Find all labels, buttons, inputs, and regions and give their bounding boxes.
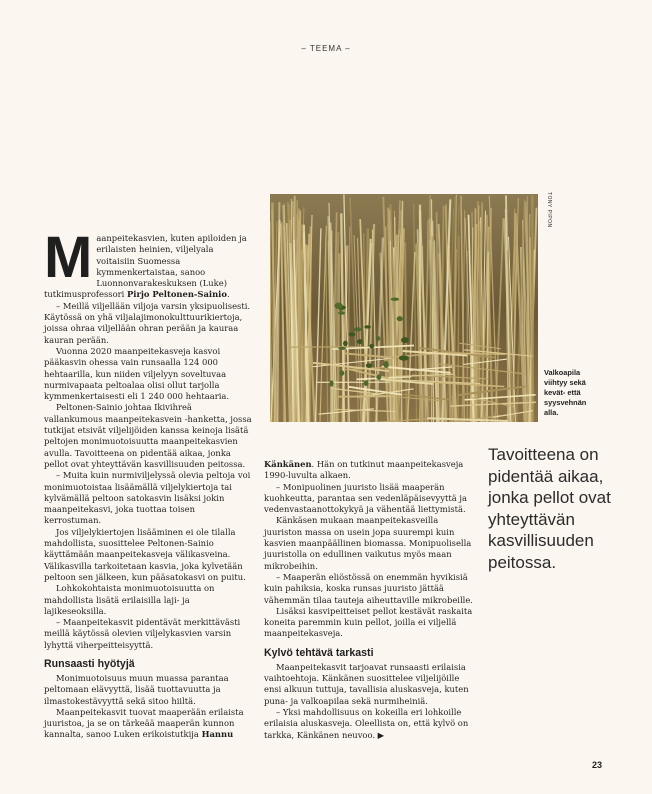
left-paragraph: Lohkokohtaista monimuotoisuutta on mahdollista lisätä erilaisilla laji- ja lajikeseoksilla. (44, 583, 215, 616)
photo-caption: Valkoapila viihtyy sekä kevät- että syysvehnän alla. (544, 368, 587, 417)
intro-paragraph: aanpeitekasvien, kuten apiloiden ja erilaisten heinien, viljelyala voitaisiin Suomessa kymmenkertaistaa, sanoo Luonnonvarakeskuksen (Luke) tutkimusprofessori Pirjo Peltonen-Sainio. (44, 233, 247, 300)
section2-paragraph: Maanpeitekasvit tarjoavat runsaasti erilaisia vaihtoehtoja. Känkänen suosittelee viljelijöille ensi alkuun tuttuja, tavallisia aluskasveja, kuten puna- ja valkoapilaa sekä nurmiheiniä. (264, 661, 469, 706)
clover-leaf-texture (366, 363, 373, 368)
clover-leaf-texture (338, 311, 345, 315)
clover-leaf-texture (364, 325, 371, 328)
left-paragraph: Jos viljelykiertojen lisääminen ei ole tilalla mahdollista, suosittelee Peltonen-Sainio käyttämään maanpeitekasveja välikasveina. Välikasvilla tarkoitetaan kasvia, joka kylvetään peltoon sen jälkeen, kun pääsatokasvi on puitu. (44, 526, 246, 582)
clover-leaf-texture (335, 303, 343, 309)
clover-leaf-texture (364, 380, 369, 386)
article-column-middle (264, 459, 474, 741)
h1-last-paragraph: Maanpeitekasvit tuovat maaperään erilaista juuristoa, ja se on tärkeää maaperän kunnon kannalta, sanoo Luken erikoistutkija Hannu (44, 706, 244, 740)
clover-leaf-texture (397, 316, 403, 321)
article-column-left (44, 225, 252, 741)
section2-paragraphs (264, 662, 474, 741)
heading-kylvo-tehtava-tarkasti: Kylvö tehtävä tarkasti (264, 646, 374, 659)
pull-quote: Tavoitteena on pidentää aikaa, jonka pellot ovat yhteyttävän kasvillisuuden peitossa. (488, 445, 611, 572)
heading-runsaasti-hyotyja: Runsaasti hyötyjä (44, 657, 135, 670)
stalk-texture (532, 195, 533, 422)
clover-leaf-texture (338, 347, 346, 350)
mid-first-paragraph: Känkänen. Hän on tutkinut maanpeitekasveja 1990-luvulta alkaen. (264, 459, 464, 481)
stalk-texture (487, 252, 488, 422)
drop-cap: M (44, 225, 93, 290)
section1-paragraph: Monimuotoisuus muun muassa parantaa peltomaan elävyyttä, lisää tuottavuutta ja ilmastokestävyyttä sekä sitoo hiiltä. (44, 672, 229, 706)
clover-leaf-texture (391, 298, 399, 301)
field-photo (270, 194, 538, 422)
left-paragraph: – Meillä viljellään viljoja varsin yksipuolisesti. Käytössä on yhä viljalajimonokulttuurikiertoja, joissa ohraa viljellään ohran perään ja kauraa kauran perään. (44, 300, 251, 345)
left-paragraph: – Muita kuin nurmiviljelyssä olevia peltoja voi monimuotoistaa lisäämällä viljelykiertoja tai kylvämällä peltoon satokasvin lisäksi jokin maanpeitekasvi, joka tuottaa toisen kerrostuman. (44, 470, 251, 526)
clover-leaf-texture (399, 355, 409, 360)
clover-leaf-texture (343, 341, 348, 347)
clover-leaf-texture (357, 339, 363, 344)
section1-paragraphs (44, 673, 252, 707)
clover-leaf-texture (340, 370, 345, 375)
stubble-field-image (270, 194, 538, 422)
fallen-straw-texture (338, 396, 396, 397)
middle-paragraph: Känkäsen mukaan maanpeitekasveilla juuriston massa on usein jopa suurempi kuin kasvien maanpäällinen biomassa. Monipuolisella juuristolla on edullinen vaikutus myös maan mikrobeihin. (264, 515, 472, 571)
middle-paragraphs (264, 482, 474, 640)
section-label: – TEEMA – (301, 44, 351, 53)
clover-leaf-texture (369, 344, 374, 349)
left-paragraph: Vuonna 2020 maanpeitekasveja kasvoi pääkasvin ohessa vain runsaalla 124 000 hehtaarilla, kun niiden viljelyyn soveltuvaa nurmivapaata peltoalaa olisi ollut tarjolla kymmenkertaisesti eli 1 240 000 hehtaaria. (44, 345, 230, 402)
left-paragraphs (44, 301, 252, 651)
photo-credit: TONY PIPON (546, 192, 552, 228)
middle-paragraph: – Monipuolinen juuristo lisää maaperän kuohkeutta, parantaa sen vedenläpäisevyyttä ja vedenvastaanottokykyä ja vähentää liettymistä. (264, 481, 467, 515)
middle-paragraph: Lisäksi kasvipeitteiset pellot kestävät raskaita koneita paremmin kuin pellot, joilla ei viljellä maanpeitekasveja. (264, 605, 473, 639)
page-number: 23 (592, 760, 603, 770)
clover-leaf-texture (376, 336, 381, 341)
clover-leaf-texture (376, 374, 381, 379)
clover-leaf-texture (384, 361, 389, 368)
middle-paragraph: – Maaperän eliöstössä on enemmän hyvikisiä kuin pahiksia, koska runsas juuristo jättää vähemmän tilaa tauteja aiheuttaville mikrobeille. (264, 571, 473, 605)
section2-paragraph: – Yksi mahdollisuus on kokeilla eri lohkoille erilaisia aluskasveja. Oleellista on, että kylvö on tarkka, Känkänen neuvoo. ▶ (264, 706, 469, 740)
clover-leaf-texture (401, 337, 409, 343)
clover-leaf-texture (329, 380, 333, 386)
left-paragraph: Peltonen-Sainio johtaa Ikivihreä vallankumous maanpeitekasvein -hanketta, jossa tutkijat etsivät viljelijöiden kanssa keinoja lisätä peltojen monimuotoisuutta maanpeitekasvien avulla. Tavoitteena on pidentää aikaa, jonka pellot ovat yhteyttävän kasvillisuuden peitossa. (44, 402, 252, 469)
clover-leaf-texture (349, 332, 356, 336)
stalk-texture (309, 226, 311, 422)
clover-leaf-texture (354, 327, 361, 331)
left-paragraph: – Maanpeitekasvit pidentävät merkittävästi meillä käytössä olevien viljelykasvien varsin lyhyttä viherpeitteisyyttä. (44, 617, 241, 650)
